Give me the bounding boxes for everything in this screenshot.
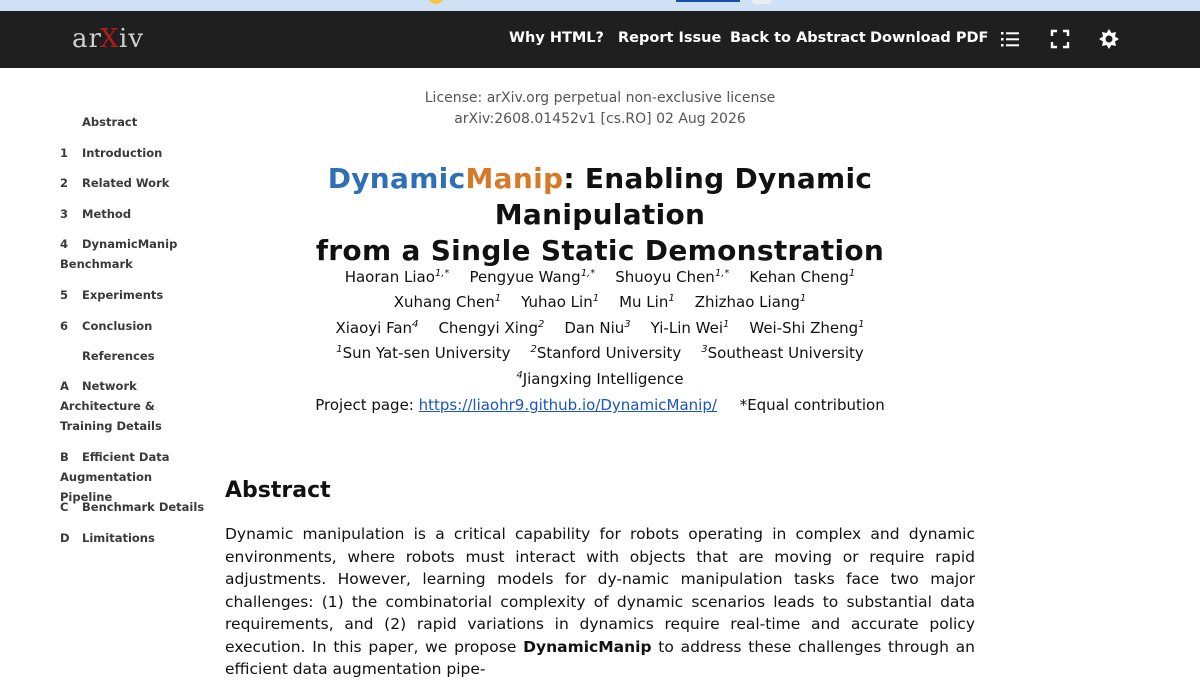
author-affiliation-mark: 1 [858,319,865,330]
abstract-paragraph [225,523,975,681]
author-name [521,293,599,311]
toc-item-number: D [60,531,70,545]
toc-item[interactable] [60,316,205,336]
author-affiliation-mark: 1,* [714,268,730,279]
toc-item[interactable] [60,112,205,132]
toc-item-number: 4 [60,237,69,251]
author-name-text: Pengyue Wang [469,268,581,286]
author-affiliation-mark: 1 [592,293,600,304]
author-name [749,319,864,337]
author-name-text: Haoran Liao [344,268,435,286]
affiliation [701,344,864,362]
affiliation-name: Stanford University [536,344,682,362]
arxiv-logo-icon [72,23,144,55]
toc-item[interactable] [60,143,205,163]
toc-item-number: 5 [60,288,69,302]
toc-item-label: Method [82,207,132,221]
author-line [240,268,960,286]
arxiv-logo[interactable] [72,23,144,62]
abstract-bold-name: DynamicManip [523,637,652,656]
author-name [564,319,630,337]
paper-title [240,161,960,269]
project-label: Project page: [315,396,414,414]
author-name [394,293,501,311]
toc-item[interactable] [60,173,205,193]
affiliation [530,344,681,362]
author-name-text: Zhizhao Liang [694,293,800,311]
author-affiliation-mark: 3 [624,319,631,330]
author-name-text: Chengyi Xing [438,319,538,337]
toc-item-number: C [60,500,69,514]
author-name-text: Mu Lin [619,293,669,311]
emoji-icon [428,0,444,4]
fullscreen-icon[interactable] [1048,27,1072,51]
license-text: License: arXiv.org perpetual non-exclusive license [424,90,776,106]
title-manip: Manip [465,162,564,195]
svg-text:X: X [100,24,120,54]
affiliation-name: Southeast University [707,344,864,362]
author-name-text: Yuhao Lin [521,293,593,311]
author-name-text: Wei-Shi Zheng [749,319,859,337]
arxiv-identifier: arXiv:2608.01452v1 [cs.RO] 02 Aug 2026 [454,111,746,127]
svg-text:iv: iv [119,24,145,54]
author-name-text: Yi-Lin Wei [650,319,723,337]
abstract-text-2: to address these challenges through an efficient data augmentation pipe- [225,637,976,678]
author-name [695,293,807,311]
report-issue-link[interactable]: Report Issue [618,30,722,46]
equal-contribution-note: *Equal contribution [739,396,885,414]
author-name [345,268,450,286]
author-affiliation-mark: 1 [494,293,502,304]
toc-icon[interactable] [998,27,1022,51]
why-html-link[interactable]: Why HTML? [509,30,604,46]
toc-item-label: DynamicManip Benchmark [60,237,178,271]
toc-item-label: Experiments [82,288,164,302]
author-name [469,268,595,286]
affiliation-line [240,344,960,362]
author-name [615,268,729,286]
author-name [619,293,675,311]
download-pdf-link[interactable]: Download PDF [870,30,989,46]
affiliation-mark: 3 [701,344,708,355]
toc-item-number: 3 [60,207,69,221]
affiliation-name: Jiangxing Intelligence [522,370,684,388]
author-name [335,319,418,337]
top-navbar [0,11,1200,68]
toc-item-label: Limitations [82,531,155,545]
author-name-text: Kehan Cheng [749,268,849,286]
author-affiliation-mark: 1 [668,293,675,304]
project-page-link[interactable]: https://liaohr9.github.io/DynamicManip/ [418,396,717,414]
affiliation [516,370,683,388]
theme-icon[interactable] [1097,27,1121,51]
toc-item-label: References [82,349,155,363]
author-line [240,293,960,311]
author-name [438,319,544,337]
author-affiliation-mark: 4 [412,319,419,330]
toc-item-label: Related Work [82,176,170,190]
author-line [240,319,960,337]
toc-item[interactable] [60,528,205,548]
title-rest: : Enabling Dynamic Manipulation [494,162,873,231]
author-affiliation-mark: 1 [799,293,807,304]
author-name-text: Xiaoyi Fan [335,319,413,337]
toc-item-label: Abstract [82,115,138,129]
toc-item-number: B [60,450,69,464]
toc-item[interactable] [60,285,205,305]
announcement-banner [0,0,1200,11]
toc-item[interactable] [60,204,205,224]
toc-item-label: Benchmark Details [82,500,205,514]
author-name-text: Shuoyu Chen [615,268,715,286]
toc-item-label: Conclusion [82,319,153,333]
toc-item-number: 2 [60,176,69,190]
affiliation [336,344,510,362]
affiliation-line [240,370,960,388]
toc-item[interactable] [60,346,205,366]
toc-item[interactable] [60,497,205,517]
author-affiliation-mark: 1 [723,319,730,330]
toc-item-label: Network Architecture & Training Details [60,379,162,433]
toc-item[interactable] [60,234,205,274]
affiliation-mark: 2 [530,344,537,355]
author-name-text: Dan Niu [564,319,625,337]
toc-item[interactable] [60,376,205,436]
banner-link-underline[interactable] [676,0,740,2]
project-line [240,396,960,414]
author-affiliation-mark: 1,* [434,268,450,279]
author-affiliation-mark: 1 [848,268,856,279]
banner-close-chip[interactable] [752,0,772,4]
toc-item-number: A [60,379,69,393]
affiliation-mark: 4 [516,370,523,381]
toc-item-number: 1 [60,146,69,160]
author-name [651,319,730,337]
toc-item-number: 6 [60,319,69,333]
author-affiliation-mark: 2 [537,319,545,330]
svg-text:ar: ar [72,24,102,54]
title-dynamic: Dynamic [327,162,466,195]
author-name [749,268,855,286]
author-affiliation-mark: 1,* [580,268,596,279]
toc-item-label: Introduction [82,146,163,160]
title-line2: from a Single Static Demonstration [315,234,885,267]
affiliation-name: Sun Yat-sen University [342,344,511,362]
abstract-heading: Abstract [225,478,331,503]
author-name-text: Xuhang Chen [393,293,495,311]
back-to-abstract-link[interactable]: Back to Abstract [730,30,866,46]
toc-item-label: Efficient Data Augmentation Pipeline [60,450,170,504]
affiliation-mark: 1 [336,344,343,355]
abstract-text-1: Dynamic manipulation is a critical capability for robots operating in complex and dynamic environments, where robots must interact with objects that are moving or require rapid adjustments. However, learning models for dy-namic manipulation tasks face two major challenges: (1) the combinatorial complexity of dynamic scenarios leads to substantial data requirements, and (2) rapid variations in dynamics require real-time and accurate policy execution. In this paper, we propose [225,525,975,656]
